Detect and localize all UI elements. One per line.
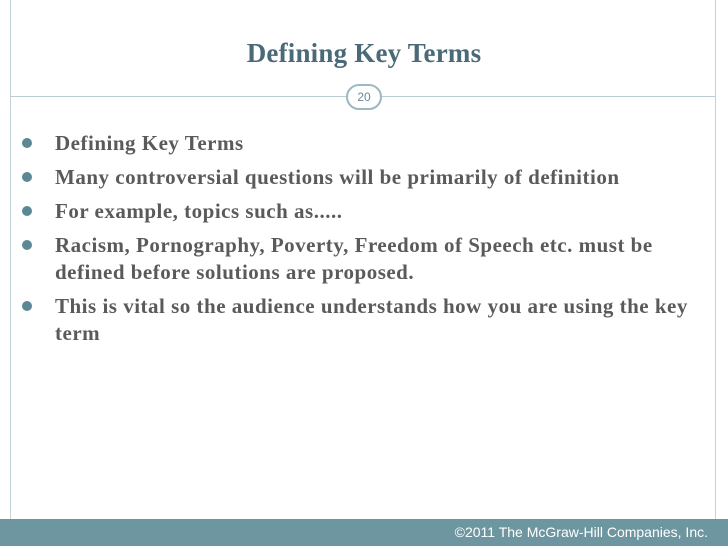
bullet-item bbox=[18, 198, 698, 225]
bullet-item bbox=[18, 130, 698, 157]
bullet-dot-icon bbox=[22, 206, 32, 216]
bullet-dot-icon bbox=[22, 172, 32, 182]
slide-number-badge: 20 bbox=[346, 84, 382, 110]
bullet-item bbox=[18, 164, 698, 191]
bullet-dot-icon bbox=[22, 240, 32, 250]
bullet-item bbox=[18, 232, 698, 286]
bullet-text: This is vital so the audience understands how you are using the key term bbox=[55, 294, 688, 345]
slide-title: Defining Key Terms bbox=[246, 38, 482, 68]
bullet-text: Racism, Pornography, Poverty, Freedom of Speech etc. must be defined before solutions are proposed. bbox=[55, 233, 653, 284]
bullet-dot-icon bbox=[22, 138, 32, 148]
bullet-text: For example, topics such as..... bbox=[55, 199, 343, 223]
bullet-list bbox=[18, 130, 698, 354]
copyright-text: ©2011 The McGraw-Hill Companies, Inc. bbox=[454, 524, 708, 540]
footer-bar bbox=[0, 519, 728, 546]
bullet-item bbox=[18, 293, 698, 347]
bullet-dot-icon bbox=[22, 301, 32, 311]
bullet-text: Defining Key Terms bbox=[55, 131, 244, 155]
bullet-text: Many controversial questions will be primarily of definition bbox=[55, 165, 620, 189]
